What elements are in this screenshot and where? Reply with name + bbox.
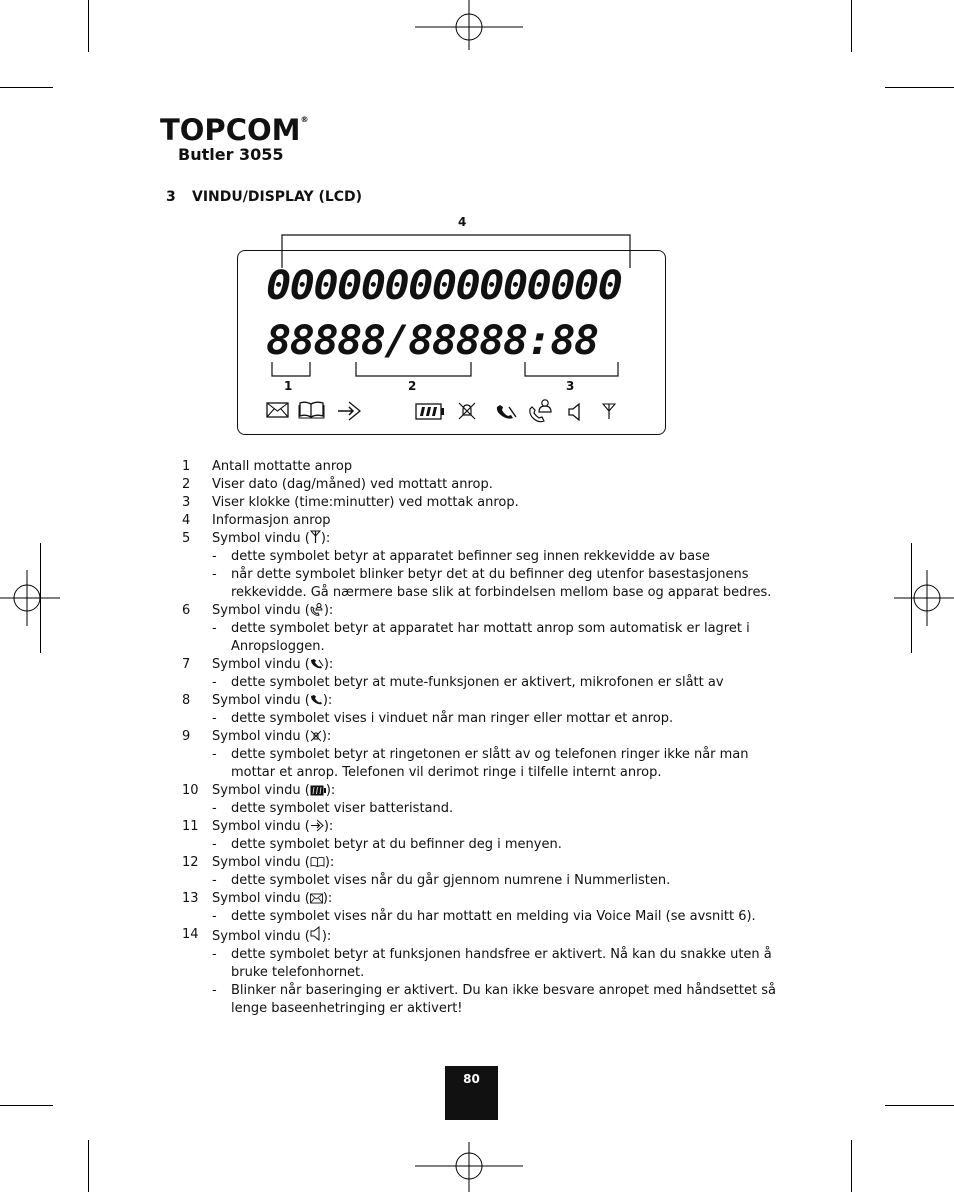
list-subitem: - dette symbolet betyr at du befinner deg i menyen.: [212, 837, 562, 852]
battery-icon: [310, 785, 326, 796]
envelope-icon: [310, 893, 323, 904]
callout-bracket: [270, 360, 630, 380]
ringer-off-icon: [456, 401, 478, 421]
list-item: 13 Symbol vindu ( ):: [182, 891, 333, 906]
model-name: Butler 3055: [178, 145, 284, 164]
crop-mark: [851, 0, 852, 52]
callout-label: 4: [458, 215, 467, 229]
list-subitem: - dette symbolet vises når du har mottatt en melding via Voice Mail (se avsnitt 6).: [212, 909, 756, 924]
list-item: 6 Symbol vindu ( ):: [182, 603, 334, 618]
antenna-icon: [310, 530, 321, 544]
book-icon: [298, 400, 326, 419]
call-log-icon: [528, 397, 554, 424]
callout-label: 2: [408, 379, 417, 393]
crop-mark: [885, 1105, 954, 1106]
list-item: 4 Informasjon anrop: [182, 513, 331, 528]
crop-mark: [885, 87, 954, 88]
menu-arrow-icon: [336, 400, 362, 422]
registration-mark: [415, 1142, 523, 1192]
list-subitem: - dette symbolet viser batteristand.: [212, 801, 454, 816]
list-item: 2 Viser dato (dag/måned) ved mottatt anrop.: [182, 477, 493, 492]
section-heading: [166, 189, 362, 205]
crop-mark: [88, 1140, 89, 1192]
brand-logo: TOPCOM®: [160, 113, 309, 147]
list-subitem: - dette symbolet vises når du går gjennom numrene i Nummerlisten.: [212, 873, 671, 888]
list-subitem: - dette symbolet betyr at mute-funksjonen er aktivert, mikrofonen er slått av: [212, 675, 724, 690]
list-item: 12 Symbol vindu ( ):: [182, 855, 335, 870]
mute-icon: [310, 658, 324, 670]
antenna-icon: [601, 402, 617, 420]
book-icon: [310, 856, 325, 868]
list-subitem: - dette symbolet betyr at ringetonen er slått av og telefonen ringer ikke når man mottar et anrop. Telefonen vil derimot ringe i tilfelle internt anrop.: [212, 747, 749, 780]
lcd-digits-row1: 000000000000000: [266, 262, 622, 309]
list-subitem: - når dette symbolet blinker betyr det at du befinner deg utenfor basestasjonens rekkevidde. Gå nærmere base slik at forbindelsen mellom base og apparat bedres.: [212, 567, 772, 600]
list-item: 7 Symbol vindu ( ):: [182, 657, 334, 672]
phone-icon: [310, 694, 323, 706]
list-subitem: - dette symbolet vises i vinduet når man ringer eller mottar et anrop.: [212, 711, 674, 726]
speaker-icon: [567, 402, 585, 422]
lcd-digits-row2: 88888/88888:88: [266, 317, 598, 364]
list-item: 5 Symbol vindu ( ):: [182, 531, 331, 546]
registration-mark: [415, 0, 523, 50]
callout-label: 3: [566, 379, 575, 393]
list-item: 1 Antall mottatte anrop: [182, 459, 353, 474]
menu-arrow-icon: [310, 819, 324, 832]
page-number: 80: [445, 1066, 498, 1120]
list-item: 11 Symbol vindu ( ):: [182, 819, 334, 834]
list-item: 3 Viser klokke (time:minutter) ved mottak anrop.: [182, 495, 519, 510]
list-item: 9 Symbol vindu ( ):: [182, 729, 332, 744]
battery-icon: [415, 403, 445, 420]
call-log-icon: [310, 602, 324, 616]
crop-mark: [0, 87, 53, 88]
list-subitem: - Blinker når baseringing er aktivert. Du kan ikke besvare anropet med håndsettet så lenge baseenhetringing er aktivert!: [212, 983, 776, 1016]
envelope-icon: [266, 401, 290, 419]
mute-icon: [494, 403, 518, 421]
list-item: 14 Symbol vindu ( ):: [182, 927, 332, 944]
registration-mark: [894, 570, 954, 626]
list-subitem: - dette symbolet betyr at apparatet befinner seg innen rekkevidde av base: [212, 549, 710, 564]
callout-label: 1: [284, 379, 293, 393]
registration-mark: [0, 570, 60, 626]
crop-mark: [88, 0, 89, 52]
list-subitem: - dette symbolet betyr at apparatet har mottatt anrop som automatisk er lagret i Anropsloggen.: [212, 621, 750, 654]
crop-mark: [0, 1105, 53, 1106]
speaker-icon: [310, 926, 322, 941]
list-item: 10 Symbol vindu ( ):: [182, 783, 336, 798]
section-title: VINDU/DISPLAY (LCD): [192, 189, 363, 205]
crop-mark: [851, 1140, 852, 1192]
ringer-off-icon: [310, 730, 322, 742]
symbol-list: [182, 458, 782, 1018]
list-item: 8 Symbol vindu ( ):: [182, 693, 333, 708]
section-number: 3: [166, 189, 176, 205]
list-subitem: - dette symbolet betyr at funksjonen handsfree er aktivert. Nå kan du snakke uten å bruke telefonhornet.: [212, 947, 772, 980]
